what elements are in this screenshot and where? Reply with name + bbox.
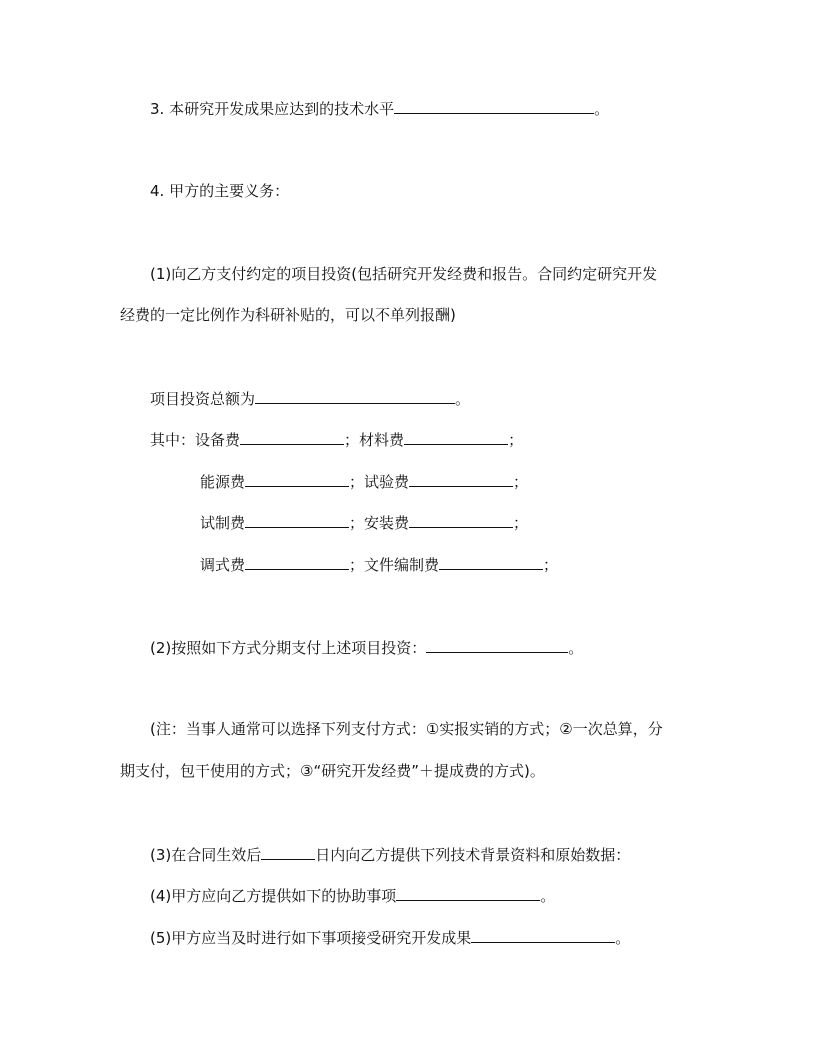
tech-level-blank[interactable] [394,98,594,114]
item-3 [150,98,609,119]
paragraph-1-text-1: (1)向乙方支付约定的项目投资(包括研究开发经费和报告。合同约定研究开发 [150,265,658,283]
material-label: 材料费 [359,431,405,449]
paragraph-4 [150,885,555,906]
trial-blank[interactable] [245,512,349,528]
paragraph-3-after: 日内向乙方提供下列技术背景资料和原始数据： [315,846,631,864]
paragraph-5-end: 。 [615,929,631,947]
paragraph-2 [150,637,583,658]
cost-row-4 [200,554,558,575]
sep: ； [344,431,360,449]
paragraph-3-before: (3)在合同生效后 [150,846,262,864]
total-blank[interactable] [255,388,455,404]
equipment-blank[interactable] [240,429,344,445]
total-end: 。 [455,390,471,408]
test-label: 试验费 [364,473,410,491]
note-text-2: 期支付，包干使用的方式；③“研究开发经费”＋提成费的方式)。 [120,762,545,780]
sep: ； [513,514,529,532]
paragraph-2-text: (2)按照如下方式分期支付上述项目投资： [150,639,427,657]
docs-blank[interactable] [439,554,543,570]
debug-label: 调式费 [200,556,246,574]
energy-label: 能源费 [200,473,246,491]
paragraph-4-end: 。 [540,887,556,905]
note-line-2 [120,761,545,781]
paragraph-1-line-2 [120,305,456,325]
sep: ； [349,514,365,532]
paragraph-1-text-2: 经费的一定比例作为科研补贴的，可以不单列报酬) [120,306,456,324]
paragraph-2-end: 。 [568,639,584,657]
paragraph-1-line-1 [150,264,657,284]
assistance-blank[interactable] [396,885,540,901]
paragraph-5-text: (5)甲方应当及时进行如下事项接受研究开发成果 [150,929,472,947]
energy-blank[interactable] [245,471,349,487]
test-blank[interactable] [409,471,513,487]
cost-row-1 [150,429,523,450]
material-blank[interactable] [404,429,508,445]
install-label: 安装费 [364,514,410,532]
cost-row-2 [200,471,528,492]
item-4-text: 4. 甲方的主要义务： [150,182,290,200]
note-text-1: (注：当事人通常可以选择下列支付方式：①实报实销的方式；②一次总算，分 [150,720,663,738]
trial-label: 试制费 [200,514,246,532]
cost-row-3 [200,512,528,533]
sep: ； [349,473,365,491]
item-3-text: 3. 本研究开发成果应达到的技术水平 [150,100,395,118]
item-3-end: 。 [594,100,610,118]
sep: ； [349,556,365,574]
note-line-1 [150,719,663,739]
equipment-label: 设备费 [195,431,241,449]
docs-label: 文件编制费 [364,556,440,574]
paragraph-3 [150,844,630,865]
total-investment [150,388,470,409]
item-4-heading [150,181,289,201]
sep: ； [513,473,529,491]
debug-blank[interactable] [245,554,349,570]
days-blank[interactable] [261,844,315,860]
sep: ； [508,431,524,449]
acceptance-blank[interactable] [471,927,615,943]
install-blank[interactable] [409,512,513,528]
paragraph-5 [150,927,630,948]
paragraph-4-text: (4)甲方应向乙方提供如下的协助事项 [150,887,397,905]
installment-blank[interactable] [426,637,568,653]
total-label: 项目投资总额为 [150,390,256,408]
sep: ； [543,556,559,574]
cost-prefix: 其中： [150,431,196,449]
